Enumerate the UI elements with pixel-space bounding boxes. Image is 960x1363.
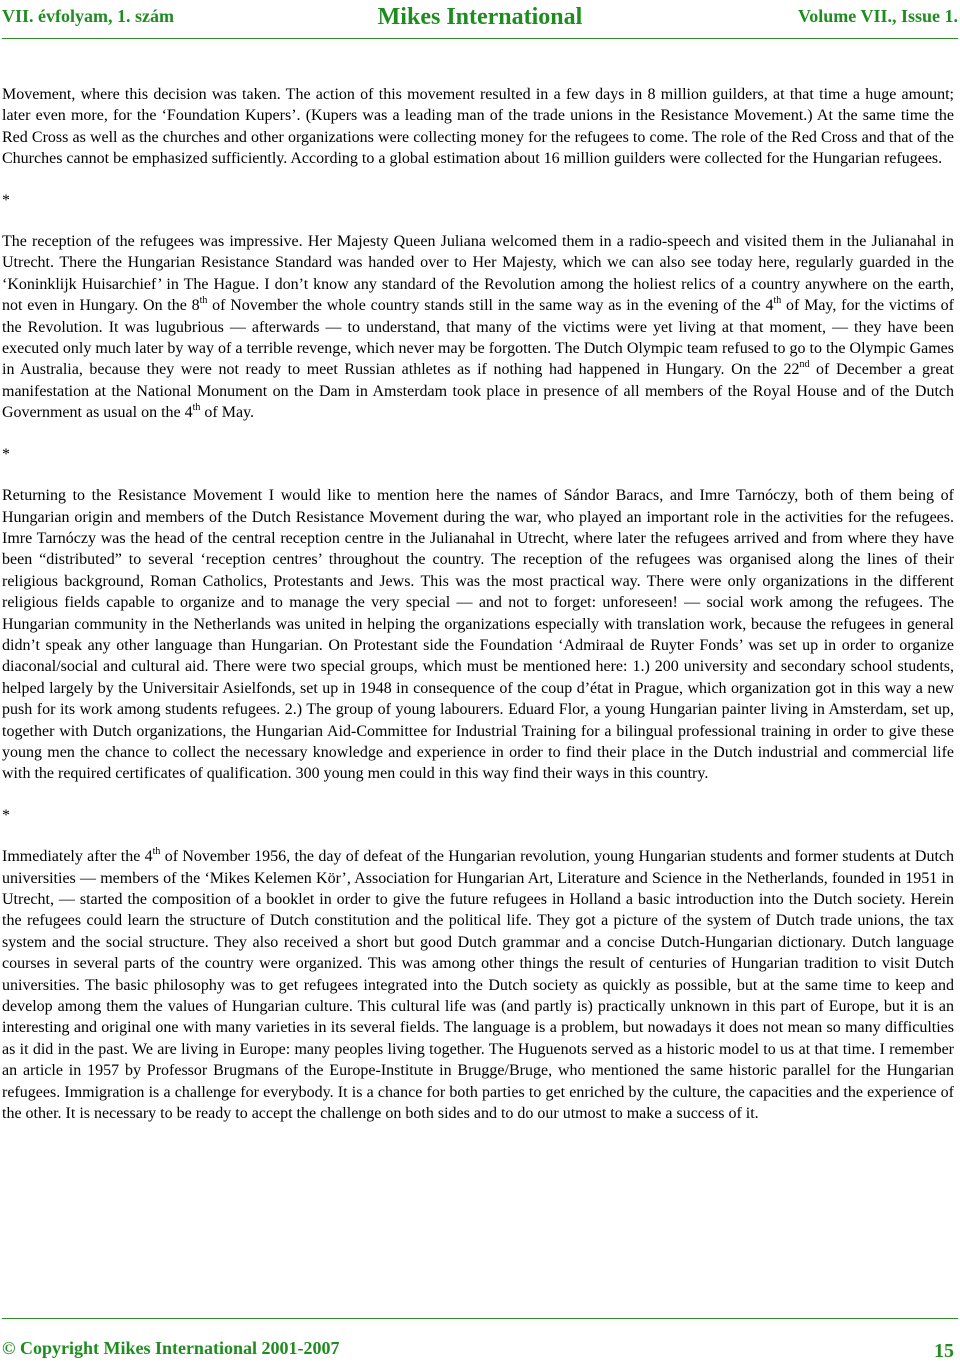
paragraph: Immediately after the 4th of November 1956, the day of defeat of the Hungarian revolution, young Hungarian students and former students at Dutch universities — members of the ‘Mikes Kelemen Kör’, Association for Hungarian Art, Literature and Science in the Netherlands, founded in 1951 in Utrecht, — started the composition of a booklet in order to give the future refugees in Holland a basic introduction into the Dutch society. Herein the refugees could learn the structure of Dutch constitution and the political life. They got a picture of the system of Dutch trade unions, the tax system and the social structure. They also received a short but good Dutch grammar and a concise Dutch-Hungarian dictionary. Dutch language courses in several parts of the country were organized. This was among other things the result of centuries of Hungarian tradition to visit Dutch universities. The basic philosophy was to get refugees integrated into the Dutch society as quickly as possible, but at the same time to keep and develop among them the values of Hungarian culture. This cultural life was (and partly is) practically unknown in this part of Europe, but it is an interesting and original one with many varieties in its several fields. The language is a problem, but nowadays it does not mean so many difficulties as it did in the past. We are living in Europe: many peoples living together. The Huguenots served as a historic model to us at that time. I remember an article in 1957 by Professor Brugmans of the Europe-Institute in Brugge/Bruge, who mentioned the same historic parallel for the Hungarian refugees. Immigration is a challenge for everybody. It is a chance for both parties to get enriched by the culture, the capacities and the experience of the other. It is necessary to be ready to accept the challenge on both sides and to do our utmost to make a success of it. (2, 846, 954, 1123)
paragraph: Returning to the Resistance Movement I would like to mention here the names of Sándor Baracs, and Imre Tarnóczy, both of them being of Hungarian origin and members of the Dutch Resistance Movement during the war, who played an important role in the activities for the refugees. Imre Tarnóczy was the head of the central reception centre in the Julianahal in Utrecht, where later the refugees arrived and from where they have been “distributed” to several ‘reception centres’ throughout the country. The reception of the refugees was organised along the lines of their religious background, Roman Catholics, Protestants and Jews. This was the most practical way. There were only organizations in the different religious fields capable to organize and to manage the very special — and not to forget: unforeseen! — social work among the refugees. The Hungarian community in the Netherlands was united in helping the organizations especially with translation work, because the refugees in general didn’t speak any other language than Hungarian. On Protestant side the Foundation ‘Admiraal de Ruyter Fonds’ was set up in order to organize diaconal/social and cultural aid. There were two special groups, which must be mentioned here: 1.) 200 university and secondary school students, helped largely by the Universitair Asielfonds, set up in 1948 in consequence of the coup d’état in Prague, which organization got in this way a new push for its work among students refugees. 2.) The group of young labourers. Eduard Flor, a young Hungarian painter living in Amsterdam, set up, together with Dutch organizations, the Hungarian Aid-Committee for Industrial Training for a bilingual professional training in order to give these young men the chance to collect the necessary knowledge and experience in order to find their place in the Dutch industrial and commercial life with the required certificates of qualification. 300 young men could in this way find their ways in this country. (2, 487, 954, 783)
section-separator: * (2, 191, 10, 209)
section-separator: * (2, 445, 10, 463)
paragraph: The reception of the refugees was impressive. Her Majesty Queen Juliana welcomed them in a radio-speech and visited them in the Julianahal in Utrecht. There the Hungarian Resistance Standard was handed over to Her Majesty, which we can also see today here, regularly guarded in the ‘Koninklijk Huisarchief’ in The Hague. I don’t know any standard of the Revolution among the holiest relics of a country anywhere on the earth, not even in Hungary. On the 8th of November the whole country stands still in the same way as in the evening of the 4th of May, for the victims of the Revolution. It was lugubrious — afterwards — to understand, that many of the victims were yet living at that moment, — they have been executed only much later by way of a terrible revenge, which never may be forgotten. The Dutch Olympic team refused to go to the Olympic Games in Australia, because they were not ready to meet Russian athletes as if nothing had happened in Hungary. On the 22nd of December a great manifestation at the National Monument on the Dam in Amsterdam took place in presence of all members of the Royal House and of the Dutch Government as usual on the 4th of May. (2, 233, 954, 422)
footer-rule (2, 1318, 958, 1319)
section-separator: * (2, 806, 10, 824)
page-footer (2, 1330, 958, 1362)
paragraph: Movement, where this decision was taken. The action of this movement resulted in a few days in 8 million guilders, at that time a huge amount; later even more, for the ‘Foundation Kupers’. (Kupers was a leading man of the trade unions in the Resistance Movement.) At the same time the Red Cross as well as the churches and other organizations were collecting money for the refugees to come. The role of the Red Cross and that of the Churches cannot be emphasized sufficiently. According to a global estimation about 16 million guilders were collected for the Hungarian refugees. (2, 86, 954, 168)
article-body (2, 84, 954, 1124)
header-journal-title: Mikes International (377, 4, 583, 30)
header-hungarian-volume: VII. évfolyam, 1. szám (2, 6, 174, 26)
header-rule (2, 38, 958, 39)
page-number: 15 (934, 1340, 954, 1362)
header-english-volume: Volume VII., Issue 1. (797, 6, 958, 26)
page-header (2, 4, 958, 34)
copyright-notice: © Copyright Mikes International 2001-2007 (2, 1338, 340, 1358)
